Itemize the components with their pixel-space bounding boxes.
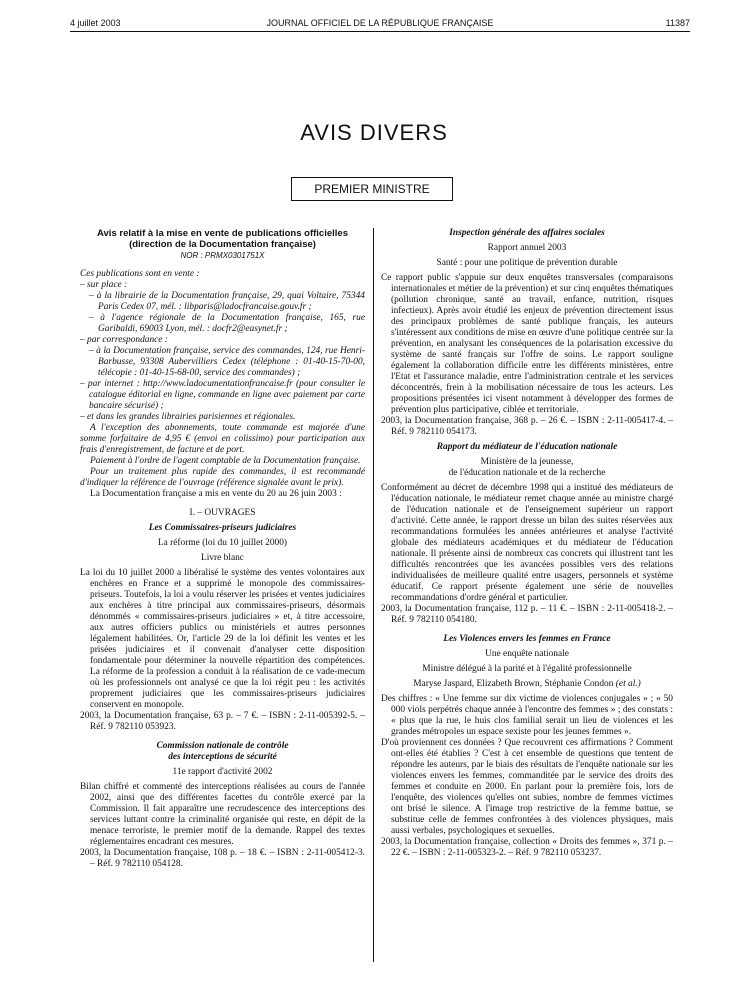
column-divider: [373, 228, 374, 962]
paragraph: – et dans les grandes librairies parisiennes et régionales.: [80, 412, 296, 422]
header-date: 4 juillet 2003: [70, 18, 121, 28]
publication-subtitle: Ministère de la jeunesse,: [480, 457, 574, 467]
publication-reference: 2003, la Documentation française, 112 p. – 11 €. – ISBN : 2-11-005418-2. – Réf. 9 782110 054180.: [381, 604, 673, 625]
paragraph: – à l'agence régionale de la Documentation française, 165, rue Garibaldi, 69003 Lyon, mél. : docfr2@easynet.fr ;: [89, 313, 365, 334]
publication-title: Les Commissaires-priseurs judiciaires: [148, 523, 297, 533]
paragraph: – à la Documentation française, service des commandes, 124, rue Henri-Barbusse, 93308 Aubervilliers Cedex (téléphone : 01-40-15-70-00, télécopie : 01-40-15-68-00, service des commandes) ;: [89, 346, 365, 378]
publication-title: Les Violences envers les femmes en France: [443, 634, 611, 644]
publication-authors: [381, 679, 673, 690]
paragraph: – par internet : http://www.ladocumentationfrancaise.fr (pour consulter le catalogue éditorial en ligne, commande en ligne avec paiement par carte bancaire sécurisé) ;: [80, 379, 365, 411]
paragraph: A l'exception des abonnements, toute commande est majorée d'une somme forfaitaire de 4,95 € (envoi en colissimo) pour participation aux frais d'enregistrement, de facture et de port.: [80, 423, 365, 455]
header-page-number: 11387: [665, 18, 690, 28]
right-column: [381, 228, 673, 859]
publication-description: Conformément au décret de décembre 1998 qui a institué des médiateurs de l'éducation nationale, le médiateur remet chaque année au ministre chargé de l'éducation nationale et de l'enseignement supérieur un rapport d'activité. Cette année, le rapport dresse un bilan des suites réservées aux recommandations formulées les années antérieures et analyse l'activité globale des médiateurs académiques et du médiateur de l'éducation nationale. Il présente ainsi de nombreux cas concrets qui illustrent tant les difficultés rencontrées que les avancées possibles vers des relations individualisées de meilleure qualité entre usagers, personnels et système éducatif. Ce rapport présente également une série de nouvelles recommandations d'ordre général et particulier.: [381, 483, 673, 603]
paragraph: Paiement à l'ordre de l'agent comptable de la Documentation française.: [90, 456, 361, 466]
publication-title: Inspection générale des affaires sociales: [449, 228, 605, 238]
notice-title-1: Avis relatif à la mise en vente de publications officielles: [97, 228, 348, 239]
paragraph: Pour un traitement plus rapide des commandes, il est recommandé d'indiquer la référence de l'ouvrage (référence signalée avant le prix).: [80, 467, 365, 488]
paragraph: – par correspondance :: [80, 335, 168, 345]
publication-description: Ce rapport public s'appuie sur deux enquêtes transversales (comparaisons internationales et métier de la prévention) et sur cinq enquêtes thématiques (pollution chronique, santé au travail, enfance, nutrition, risques infectieux). Après avoir étudié les enjeux de prévention directement issus des principaux problèmes de santé publique français, les auteurs s'intéressent aux conditions de mise en œuvre d'une politique centrée sur la prévention, en analysant les conséquences de la polarisation excessive du système de santé français sur l'offre de soins. Le rapport souligne également la collaboration difficile entre les différents ministères, entre l'Etat et l'assurance maladie, entre l'administration centrale et les services déconcentrés, frein à la mobilisation nécessaire de tous les acteurs. Les propositions présentées ici visent notamment à développer des formes de prévention plus participative, ciblée et territoriale.: [381, 273, 673, 415]
header-journal-title: JOURNAL OFFICIEL DE LA RÉPUBLIQUE FRANÇAISE: [266, 18, 494, 28]
paragraph: – sur place :: [80, 280, 128, 290]
publication-reference: 2003, la Documentation française, 108 p. – 18 €. – ISBN : 2-11-005412-3. – Réf. 9 782110 054128.: [80, 848, 365, 869]
publication-subtitle: La réforme (loi du 10 juillet 2000): [157, 538, 288, 548]
paragraph: – à la librairie de la Documentation française, 29, quai Voltaire, 75344 Paris Cedex 07, mél. : libparis@ladocfrancaise.gouv.fr ;: [89, 291, 365, 312]
paragraph: Ces publications sont en vente :: [80, 269, 200, 279]
notice-title-2: (direction de la Documentation française): [129, 239, 316, 250]
authors-etal: (et al.): [615, 679, 641, 689]
publication-subtitle: Santé : pour une politique de prévention durable: [436, 258, 618, 268]
publication-title: Commission nationale de contrôle: [156, 741, 289, 751]
publication-description: Des chiffres : « Une femme sur dix victime de violences conjugales » ; « 50 000 viols perpétrés chaque année à l'encontre des femmes » ; des constats : « plus que la rue, le huis clos familial serait un lieu de violences et les grandes métropoles un espace sexiste pour les jeunes femmes ».: [381, 694, 673, 737]
section-title: AVIS DIVERS: [300, 120, 448, 145]
publication-description: D'où proviennent ces données ? Que recouvrent ces affirmations ? Comment ont-elles été établies ? C'est à cet ensemble de questions que tentent de répondre les auteurs, par le biais des résultats de l'enquête nationale sur les violences envers les femmes, commanditée par le service des droits des femmes et conduite en 2000. En parlant pour la première fois, lors de l'enquête, des violences qu'elles ont subies, nombre de femmes victimes ont brisé le silence. A l'image trop restrictive de la femme battue, se substitue celle de femmes confrontées à des violences physiques, mais aussi verbales, psychologiques et sexuelles.: [381, 738, 673, 836]
publication-description: La loi du 10 juillet 2000 a libéralisé le système des ventes volontaires aux enchères en France et a supprimé le monopole des commissaires-priseurs. Toutefois, la loi a voulu réserver les prisées et ventes judiciaires aux enchères à titre principal aux commissaires-priseurs, désormais dénommés « commissaires-priseurs judiciaires » et, à titre accessoire, aux autres officiers publics ou ministériels et autres personnes légalement habilitées. Or, l'article 29 de la loi définit les ventes et les prisées judiciaires et il convenait d'analyser cette disposition fondamentale pour déterminer la nouvelle répartition des compétences. La réforme de la profession a conduit à la réalisation de ce vade-mecum où les professionnels ont analysé ce que la loi régit peu : les activités proprement judiciaires que les commissaires-priseurs judiciaires conservent en monopole.: [80, 568, 365, 710]
paragraph: La Documentation française a mis en vente du 20 au 26 juin 2003 :: [90, 489, 342, 499]
publication-subtitle: Rapport annuel 2003: [487, 243, 567, 253]
ministry-box: PREMIER MINISTRE: [291, 177, 453, 201]
publication-description: Bilan chiffré et commenté des interceptions réalisées au cours de l'année 2002, ainsi que des différentes facettes du contrôle exercé par la Commission. Il fait apparaître une recrudescence des interceptions des services luttant contre la criminalité organisée qui reste, en dépit de la menace terroriste, le premier motif de la demande. Rappel des textes réglementaires encadrant ces mesures.: [80, 782, 365, 847]
publication-subtitle: Livre blanc: [201, 553, 244, 563]
header-rule: [70, 31, 690, 32]
publication-title: Rapport du médiateur de l'éducation nationale: [436, 442, 618, 452]
section-heading: I. – OUVRAGES: [189, 508, 256, 518]
publication-subtitle: de l'éducation nationale et de la recherche: [448, 468, 606, 478]
left-column: [80, 228, 365, 870]
publication-reference: 2003, la Documentation française, 63 p. – 7 €. – ISBN : 2-11-005392-5. – Réf. 9 782110 053923.: [80, 711, 365, 732]
publication-title: des interceptions de sécurité: [168, 752, 277, 762]
nor-reference: NOR : PRMX0301751X: [180, 251, 265, 260]
publication-reference: 2003, la Documentation française, 368 p. – 26 €. – ISBN : 2-11-005417-4. – Réf. 9 782110 054173.: [381, 416, 673, 437]
publication-subtitle: Ministre délégué à la parité et à l'égalité professionnelle: [422, 664, 632, 674]
publication-subtitle: Une enquête nationale: [485, 649, 569, 659]
publication-reference: 2003, la Documentation française, collection « Droits des femmes », 371 p. – 22 €. – ISBN : 2-11-005323-2. – Réf. 9 782110 053237.: [381, 837, 673, 858]
authors-names: Maryse Jaspard, Elizabeth Brown, Stéphanie Condon: [413, 679, 614, 689]
publication-subtitle: 11e rapport d'activité 2002: [172, 767, 273, 777]
